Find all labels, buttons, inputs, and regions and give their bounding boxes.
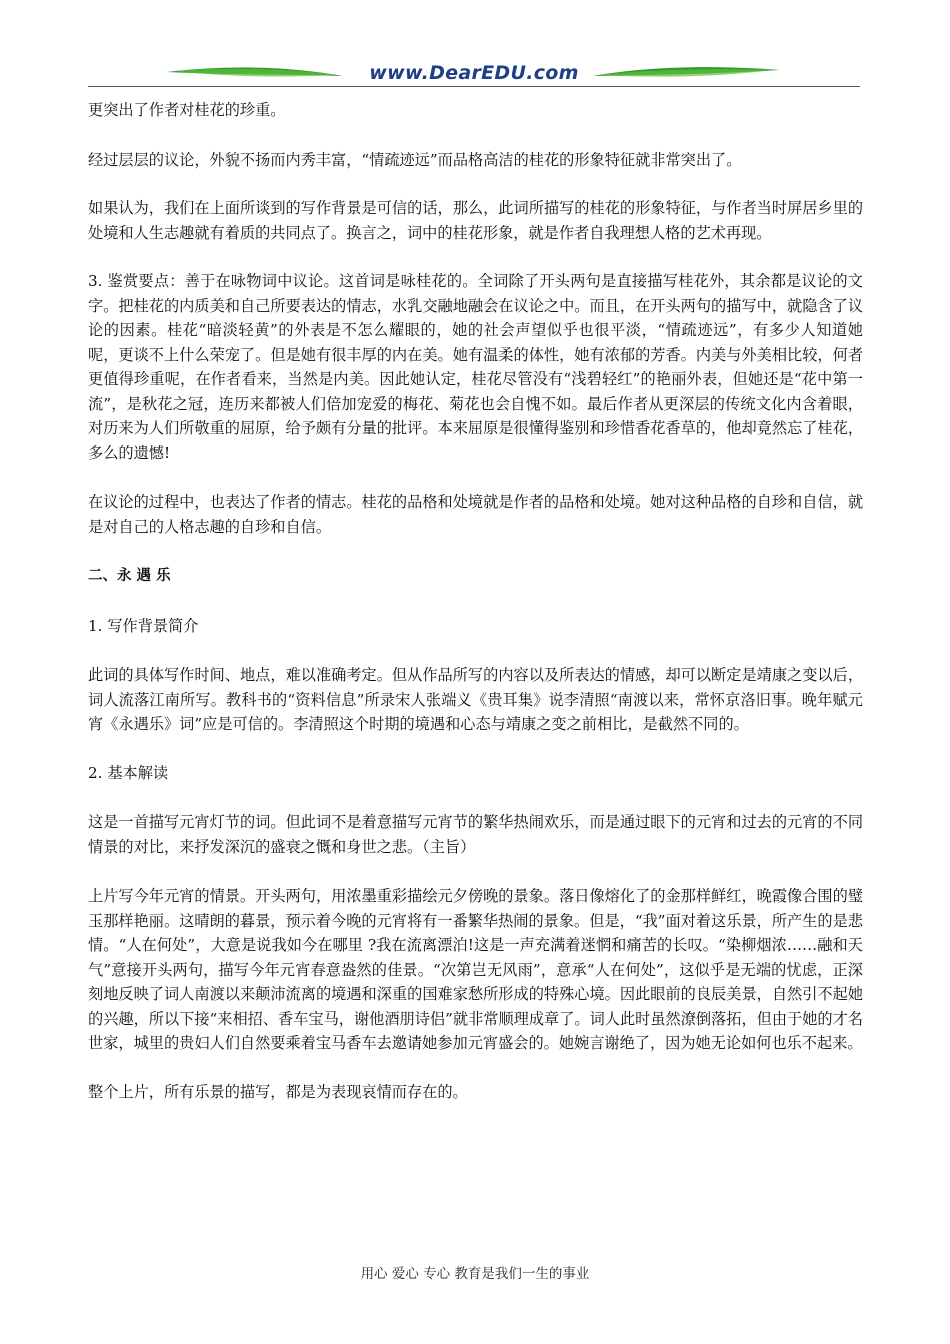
paragraph: 这是一首描写元宵灯节的词。但此词不是着意描写元宵节的繁华热闹欢乐，而是通过眼下的元宵和过去的元宵的不同情景的对比，来抒发深沉的盛衰之慨和身世之悲。（主旨） xyxy=(88,813,863,856)
section-heading: 二、永 遇 乐 xyxy=(88,568,171,584)
site-logo-text: www.DearEDU.com xyxy=(369,62,579,84)
paragraph: 整个上片，所有乐景的描写，都是为表现哀情而存在的。 xyxy=(88,1082,468,1101)
subsection-heading: 1. 写作背景简介 xyxy=(88,616,199,635)
header-divider xyxy=(88,86,860,87)
document-body xyxy=(88,98,863,1104)
paragraph: 在议论的过程中，也表达了作者的情志。桂花的品格和处境就是作者的品格和处境。她对这种品格的自珍和自信，就是对自己的人格志趣的自珍和自信。 xyxy=(88,493,863,536)
paragraph: 经过层层的议论，外貌不扬而内秀丰富，“情疏迹远”而品格高洁的桂花的形象特征就非常突出了。 xyxy=(88,150,742,169)
paragraph: 上片写今年元宵的情景。开头两句，用浓墨重彩描绘元夕傍晚的景象。落日像熔化了的金那样鲜红，晚霞像合围的璧玉那样艳丽。这晴朗的暮景，预示着今晚的元宵将有一番繁华热闹的景象。但是，“我”面对着这乐景，所产生的是悲情。“人在何处”，大意是说我如今在哪里 ?我在流离漂泊!这是一声充满着迷惘和痛苦的长叹。“染柳烟浓……融和天气”意接开头两句，描写今年元宵春意盎然的佳景。“次第岂无风雨”，意承“人在何处”，这似乎是无端的忧虑，正深刻地反映了词人南渡以来颠沛流离的境遇和深重的国难家愁所形成的特殊心境。因此眼前的良辰美景，自然引不起她的兴趣，所以下接“来相招、香车宝马，谢他酒朋诗侣”就非常顺理成章了。词人此时虽然潦倒落拓，但由于她的才名世家，城里的贵妇人们自然要乘着宝马香车去邀请她参加元宵盛会的。她婉言谢绝了，因为她无论如何也乐不起来。 xyxy=(88,887,863,1052)
paragraph: 如果认为，我们在上面所谈到的写作背景是可信的话，那么，此词所描写的桂花的形象特征，与作者当时屏居乡里的处境和人生志趣就有着质的共同点了。换言之，词中的桂花形象，就是作者自我理想人格的艺术再现。 xyxy=(88,199,863,242)
page-footer: 用心 爱心 专心 教育是我们一生的事业 xyxy=(360,1266,590,1282)
page-header xyxy=(88,58,860,90)
subsection-heading: 2. 基本解读 xyxy=(88,763,169,782)
paragraph: 更突出了作者对桂花的珍重。 xyxy=(88,101,286,119)
paragraph: 3. 鉴赏要点：善于在咏物词中议论。这首词是咏桂花的。全词除了开头两句是直接描写桂花外，其余都是议论的文字。把桂花的内质美和自己所要表达的情志，水乳交融地融会在议论之中。而且，在开头两句的描写中，就隐含了议论的因素。桂花“暗淡轻黄”的外表是不怎么耀眼的，她的社会声望似乎也很平淡，“情疏迹远”，有多少人知道她呢，更谈不上什么荣宠了。但是她有很丰厚的内在美。她有温柔的体性，她有浓郁的芳香。内美与外美相比较，何者更值得珍重呢，在作者看来，当然是内美。因此她认定，桂花尽管没有“浅碧轻红”的艳丽外表，但她还是“花中第一流”，是秋花之冠，连历来都被人们倍加宠爱的梅花、菊花也会自愧不如。最后作者从更深层的传统文化内含着眼，对历来为人们所敬重的屈原，给予颇有分量的批评。本来屈原是很懂得鉴别和珍惜香花香草的，他却竟然忘了桂花，多么的遗憾! xyxy=(88,272,863,462)
paragraph: 此词的具体写作时间、地点，难以准确考定。但从作品所写的内容以及所表达的情感，却可以断定是靖康之变以后，词人流落江南所写。教科书的“资料信息”所录宋人张端义《贵耳集》说李清照“南渡以来，常怀京洛旧事。晚年赋元宵《永遇乐》词”应是可信的。李清照这个时期的境遇和心态与靖康之变之前相比，是截然不同的。 xyxy=(88,666,863,733)
